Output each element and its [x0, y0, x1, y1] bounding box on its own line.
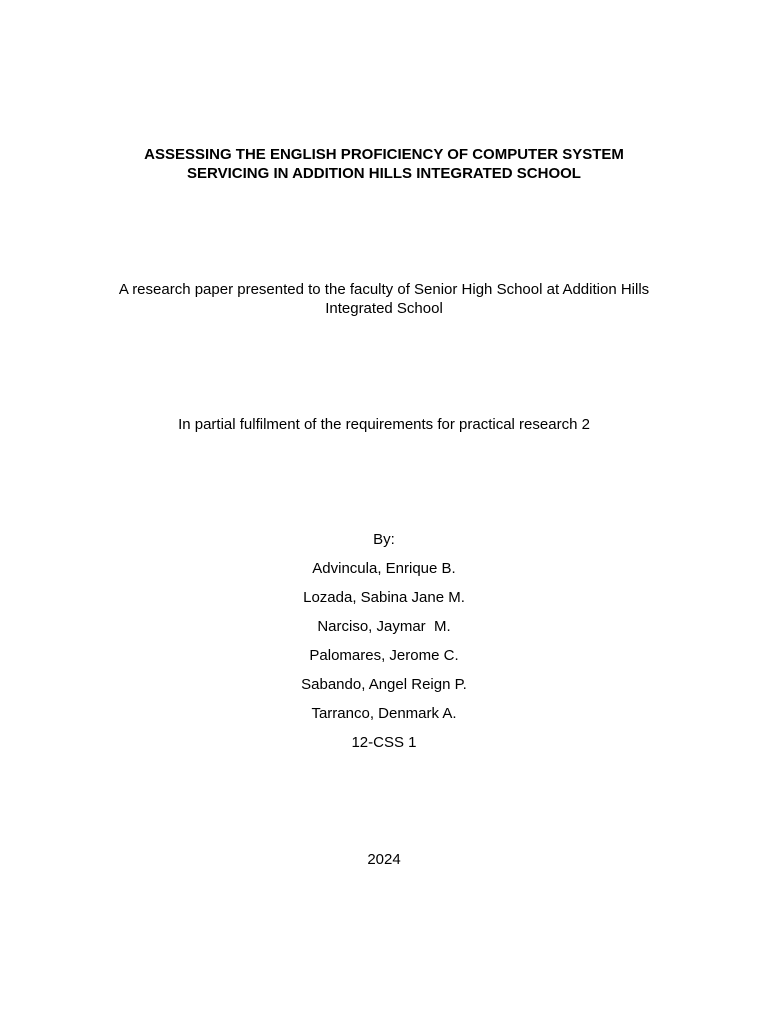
- fulfilment-statement: In partial fulfilment of the requirements for practical research 2: [178, 416, 590, 433]
- author-name: Palomares, Jerome C.: [309, 647, 459, 664]
- section-label: 12-CSS 1: [351, 734, 417, 751]
- authors-list: [100, 530, 668, 762]
- author-name: Lozada, Sabina Jane M.: [303, 589, 465, 606]
- author-name: Advincula, Enrique B.: [312, 560, 456, 577]
- author-name: Tarranco, Denmark A.: [311, 705, 457, 722]
- year: 2024: [367, 851, 401, 868]
- author-name: Narciso, Jaymar M.: [317, 618, 451, 635]
- paper-title-line-2: SERVICING IN ADDITION HILLS INTEGRATED SCHOOL: [187, 165, 581, 182]
- presentation-statement: [90, 280, 678, 318]
- paper-title-line-1: ASSESSING THE ENGLISH PROFICIENCY OF COMPUTER SYSTEM: [144, 146, 624, 163]
- author-name: Sabando, Angel Reign P.: [301, 676, 467, 693]
- by-label: By:: [373, 531, 395, 548]
- paper-title: [100, 145, 668, 183]
- presentation-statement-line-1: A research paper presented to the faculty of Senior High School at Addition Hills: [118, 281, 650, 298]
- presentation-statement-line-2: Integrated School: [325, 300, 443, 317]
